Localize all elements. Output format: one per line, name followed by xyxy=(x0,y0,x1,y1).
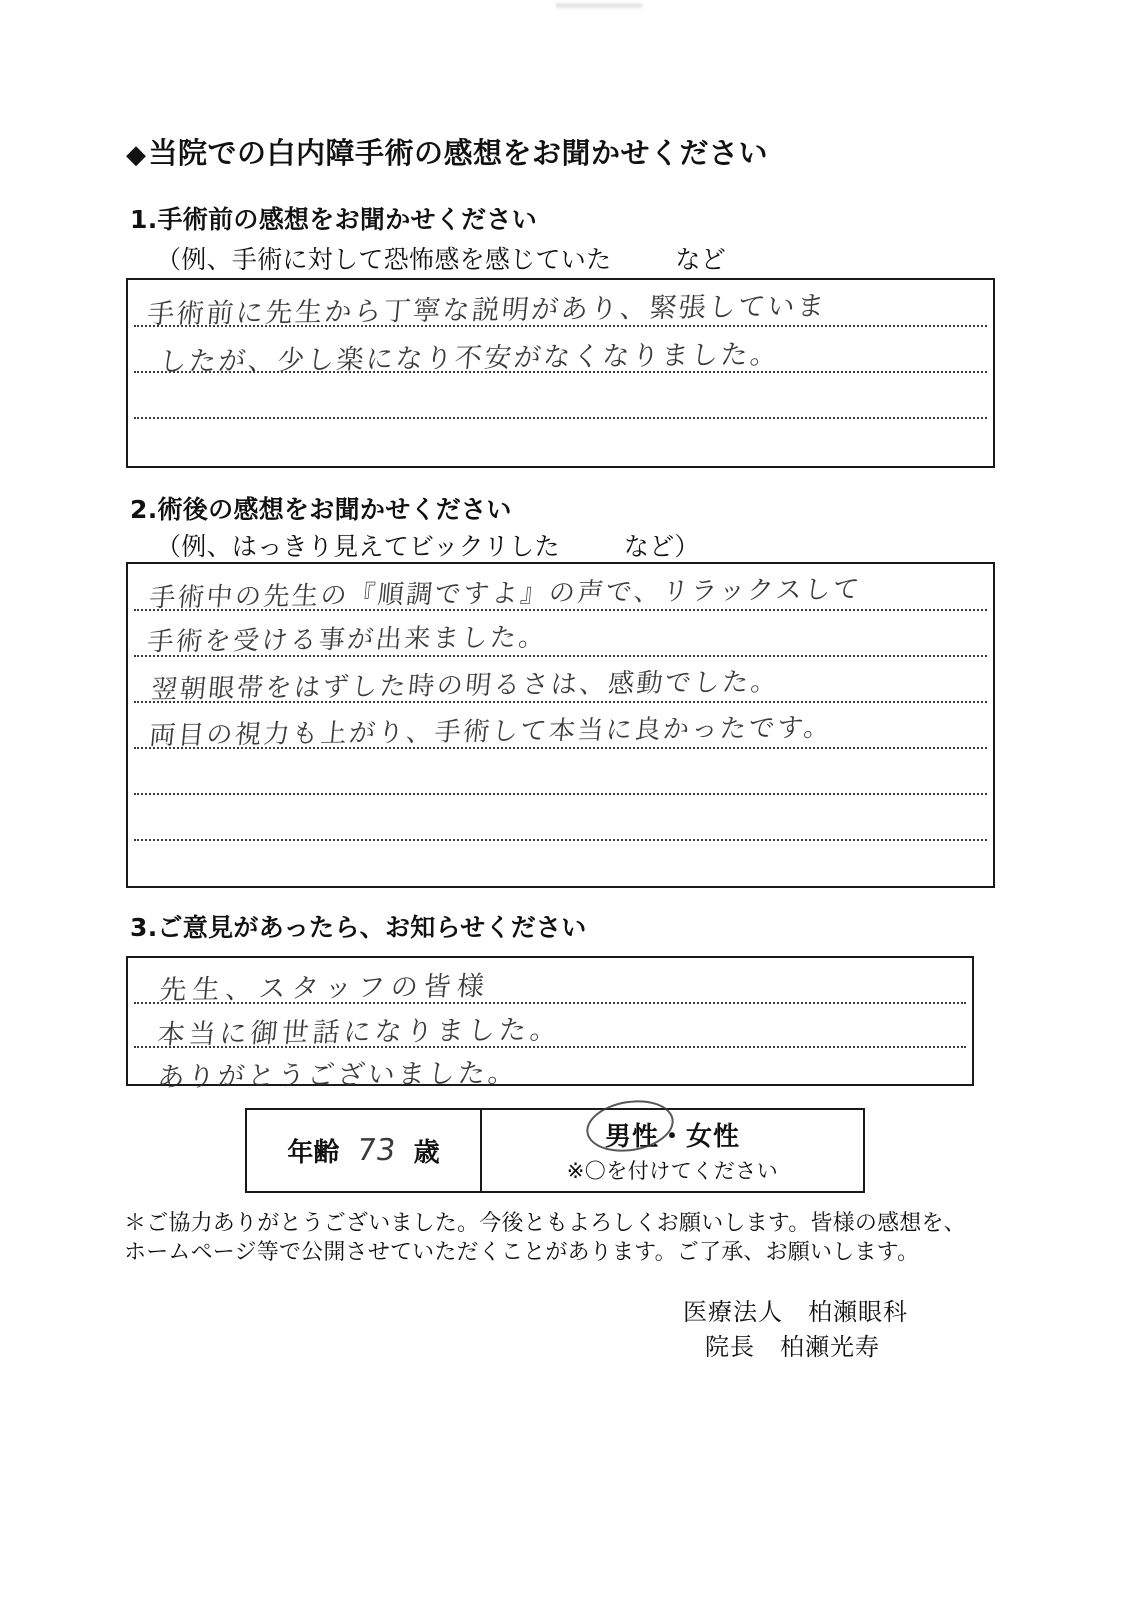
page-title-text: 当院での白内障手術の感想をお聞かせください xyxy=(148,136,769,170)
answer-2-line-4: 両目の視力も上がり、手術して本当に良かったです。 xyxy=(147,712,834,752)
age-value: 73 xyxy=(354,1133,399,1168)
gender-instruction: ※〇を付けてください xyxy=(566,1159,779,1183)
answer-2-line-2: 手術を受ける事が出来ました。 xyxy=(146,622,549,658)
footer-note xyxy=(124,1209,966,1267)
respondent-info-table xyxy=(245,1108,865,1193)
gender-cell[interactable] xyxy=(482,1110,863,1191)
question-2-example-prefix: （例、はっきり見えてビックリした xyxy=(156,532,560,561)
clinic-signature xyxy=(683,1295,908,1365)
answer-2-line-3: 翌朝眼帯をはずした時の明るさは、感動でした。 xyxy=(149,667,781,705)
age-cell[interactable] xyxy=(247,1110,482,1191)
answer-3-line-3: ありがとうございました。 xyxy=(156,1057,520,1094)
answer-2-line-1: 手術中の先生の『順調ですよ』の声で、リラックスして xyxy=(147,574,863,614)
gender-options[interactable]: 男性・女性 xyxy=(604,1122,740,1152)
question-2-example xyxy=(156,527,700,563)
scan-artifact xyxy=(556,3,642,8)
director-name: 院長 柏瀬光寿 xyxy=(705,1332,880,1361)
footer-note-line-2: ホームページ等で公開させていただくことがあります。ご了承、お願いします。 xyxy=(124,1240,920,1266)
answer-1-line-1: 手術前に先生から丁寧な説明があり、緊張していま xyxy=(145,290,829,331)
question-2-title: 2.術後の感想をお聞かせください xyxy=(130,495,512,524)
clinic-name: 医療法人 柏瀬眼科 xyxy=(683,1298,908,1326)
rule-line xyxy=(134,793,987,795)
page-title xyxy=(126,131,768,172)
footer-note-line-1: ＊ご協力ありがとうございました。今後ともよろしくお願いします。皆様の感想を、 xyxy=(124,1211,966,1236)
age-unit: 歳 xyxy=(413,1138,440,1168)
answer-3-line-2: 本当に御世話になりました。 xyxy=(156,1014,563,1051)
question-1-example xyxy=(156,240,726,276)
question-1-example-suffix: など xyxy=(675,245,727,274)
answer-1-line-2: したが、少し楽になり不安がなくなりました。 xyxy=(157,339,782,378)
age-label: 年齢 xyxy=(287,1138,340,1168)
question-3-title: 3.ご意見があったら、お知らせください xyxy=(130,913,587,942)
rule-line xyxy=(134,417,987,419)
question-2-example-suffix: など） xyxy=(623,532,700,561)
rule-line xyxy=(134,839,987,841)
question-1-example-prefix: （例、手術に対して恐怖感を感じていた xyxy=(156,245,612,274)
diamond-bullet-icon: ◆ xyxy=(126,140,147,170)
question-1-title: 1.手術前の感想をお聞かせください xyxy=(130,205,537,234)
answer-3-line-1: 先生、スタッフの皆様 xyxy=(158,970,492,1007)
